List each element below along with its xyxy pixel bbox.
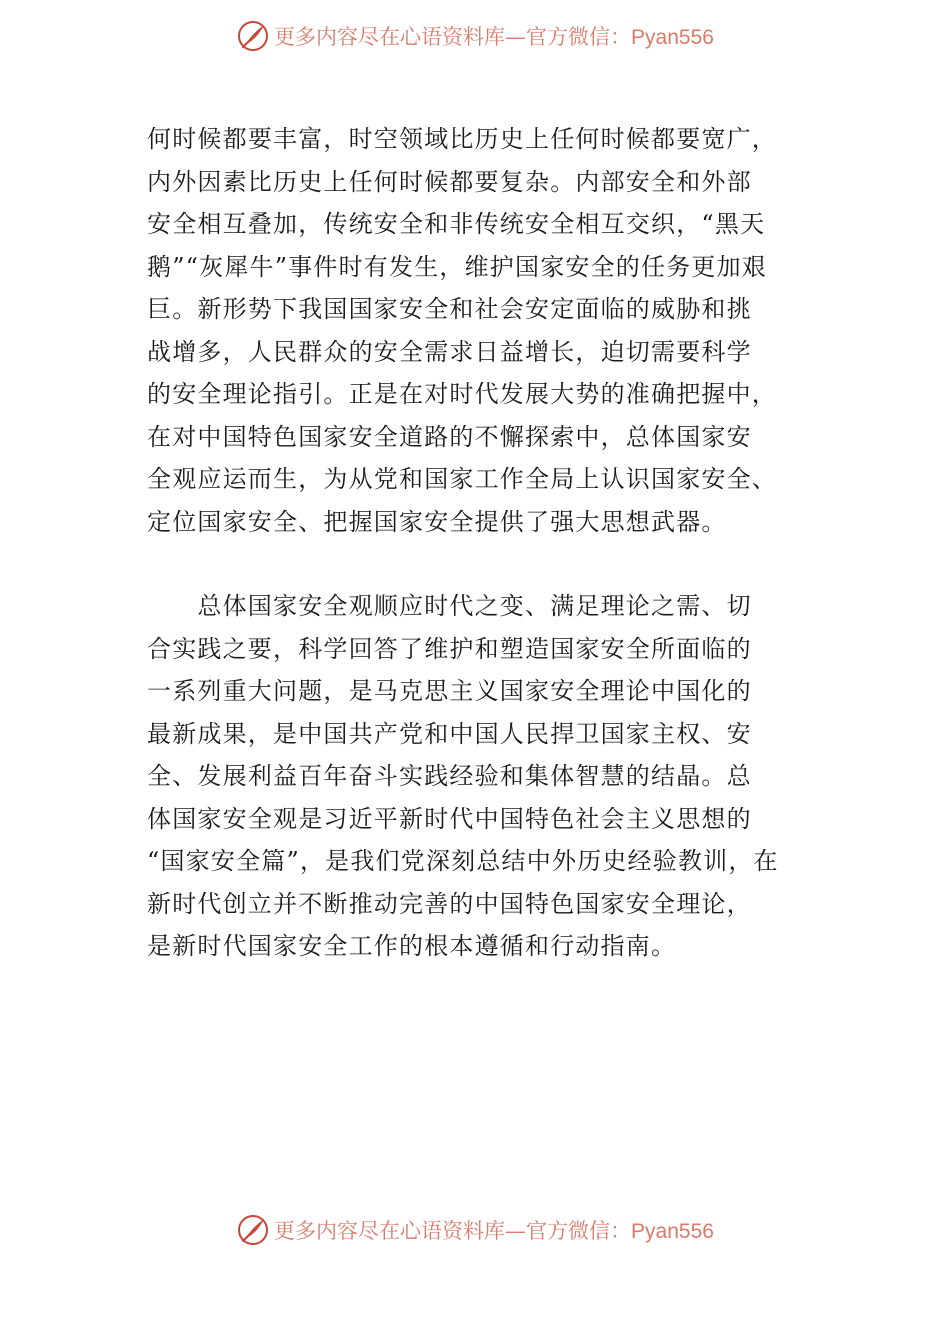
text-line: 鹅”“灰犀牛”事件时有发生，维护国家安全的任务更加艰 [147,252,768,281]
feather-logo-icon [236,1213,270,1247]
text-line: 战增多，人民群众的安全需求日益增长，迫切需要科学 [147,337,752,366]
banner-wechat-id: Pyan556 [631,1220,714,1243]
text-line: 总体国家安全观顺应时代之变、满足理论之需、切 [147,592,752,620]
text-line: 全、发展利益百年奋斗实践经验和集体智慧的结晶。总 [147,762,752,790]
text-line: 内外因素比历史上任何时候都要复杂。内部安全和外部 [147,167,752,196]
banner-wechat-id: Pyan556 [631,26,714,49]
text-line: 全观应运而生，为从党和国家工作全局上认识国家安全、 [147,465,777,493]
banner-site-name: 更多内容尽在心语资料库 [274,25,506,49]
document-body [147,118,847,968]
header-banner [0,14,950,58]
banner-dash: — [505,1219,527,1243]
text-line: 定位国家安全、把握国家安全提供了强大思想武器。 [147,507,727,536]
text-line: “国家安全篇”，是我们党深刻总结中外历史经验教训，在 [147,847,779,875]
banner-site-name: 更多内容尽在心语资料库 [274,1219,506,1243]
banner-dash: — [505,25,527,49]
text-line: 是新时代国家安全工作的根本遵循和行动指南。 [147,932,677,960]
text-line: 何时候都要丰富，时空领域比历史上任何时候都要宽广， [147,125,777,153]
text-line: 安全相互叠加，传统安全和非传统安全相互交织，“黑天 [147,210,766,238]
text-line: 一系列重大问题，是马克思主义国家安全理论中国化的 [147,677,752,705]
text-line: 体国家安全观是习近平新时代中国特色社会主义思想的 [147,804,752,833]
text-line: 最新成果，是中国共产党和中国人民捍卫国家主权、安 [147,719,752,748]
banner-wechat-label: 官方微信： [526,25,632,49]
text-line: 新时代创立并不断推动完善的中国特色国家安全理论， [147,889,752,918]
paragraph [147,118,847,543]
text-line: 合实践之要，科学回答了维护和塑造国家安全所面临的 [147,634,752,663]
paragraph [147,585,847,968]
banner-wechat-label: 官方微信： [526,1219,632,1243]
footer-banner [0,1208,950,1252]
text-line: 在对中国特色国家安全道路的不懈探索中，总体国家安 [147,422,752,451]
text-line: 的安全理论指引。正是在对时代发展大势的准确把握中， [147,380,777,408]
feather-logo-icon [236,19,270,53]
text-line: 巨。新形势下我国国家安全和社会安定面临的威胁和挑 [147,295,752,323]
paragraph-spacer [147,543,847,585]
